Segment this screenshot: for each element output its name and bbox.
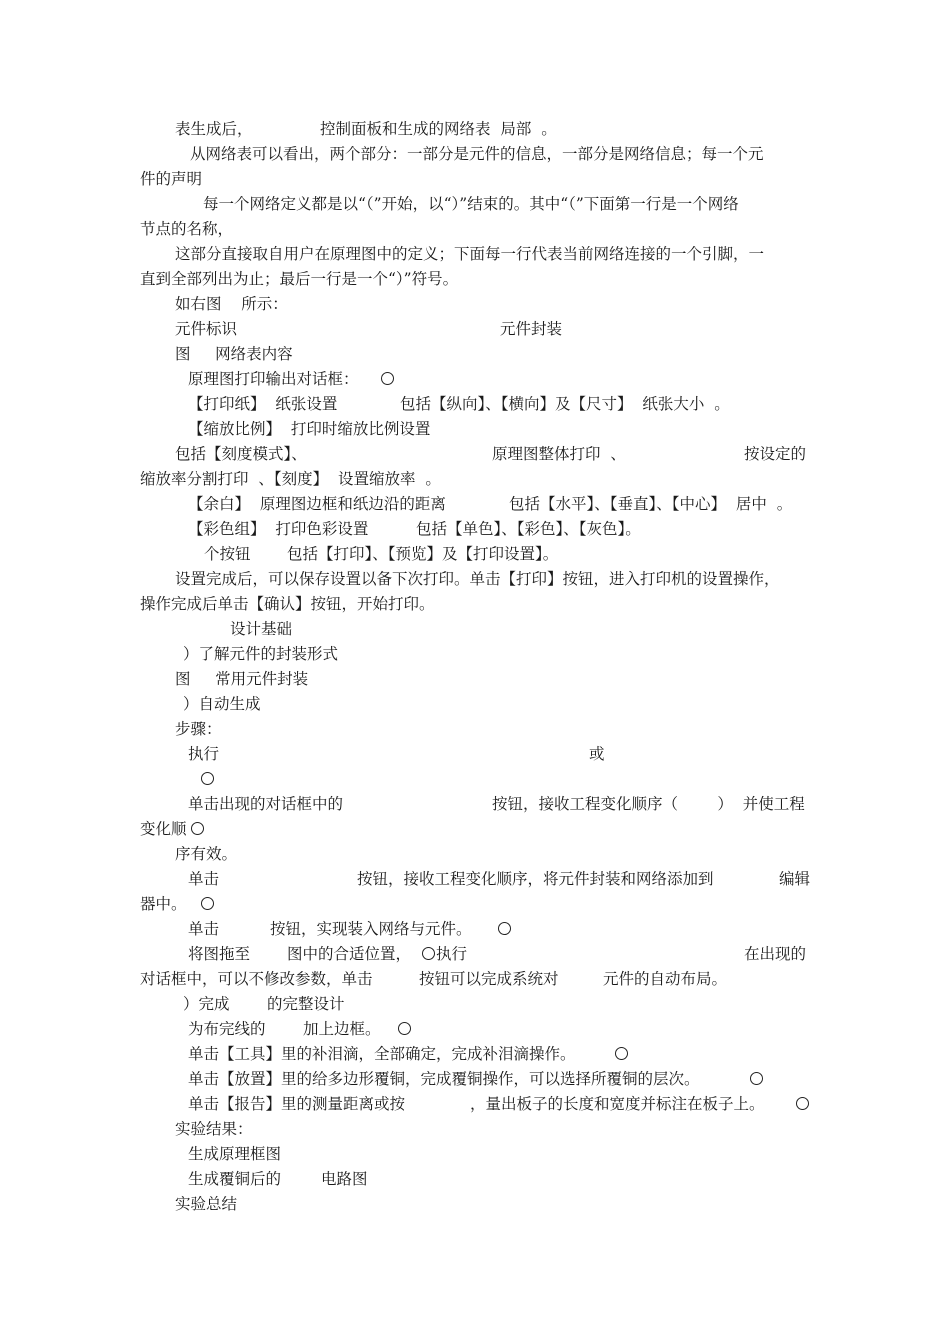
text-line: 缩放率分割打印 、【刻度】 设置缩放率 。 (140, 470, 441, 488)
figure-caption: 图 常用元件封装 (175, 670, 309, 688)
text-line: 【打印纸】 纸张设置 (188, 395, 338, 413)
text-line: 器中。 (140, 895, 187, 913)
text-line: 加上边框。 (303, 1020, 381, 1038)
section-heading: 设计基础 (230, 620, 293, 638)
text-line: 【余白】 原理图边框和纸边沿的距离 (188, 495, 446, 513)
text-line: 对话框中，可以不修改参数，单击 (140, 970, 373, 988)
text-line: ）自动生成 (183, 695, 261, 713)
text-line: ）了解元件的封装形式 (183, 645, 339, 663)
text-line: 单击【放置】里的给多边形覆铜，完成覆铜操作，可以选择所覆铜的层次。 (188, 1070, 700, 1088)
text-line: ，量出板子的长度和宽度并标注在板子上。 (470, 1095, 765, 1113)
text-line: 编辑 (779, 870, 811, 888)
text-line: 单击【工具】里的补泪滴，全部确定，完成补泪滴操作。 (188, 1045, 576, 1063)
text-line: 个按钮 (204, 545, 251, 563)
text-line: 包括【纵向】、【横向】及【尺寸】 纸张大小 。 (400, 395, 730, 413)
text-line: 件的声明 (140, 170, 203, 188)
text-line: 单击出现的对话框中的 (188, 795, 344, 813)
text-line: 包括【刻度模式】、 (175, 445, 307, 463)
text-line: 在出现的 (744, 945, 807, 963)
text-line: 生成原理框图 (188, 1145, 282, 1163)
text-line: 设置完成后，可以保存设置以备下次打印。单击【打印】按钮，进入打印机的设置操作， (175, 570, 780, 588)
text-line: 单击 (188, 870, 220, 888)
text-line: 单击【报告】里的测量距离或按 (188, 1095, 406, 1113)
circle-bullet-icon (750, 1072, 763, 1085)
text-line: 这部分直接取自用户在原理图中的定义；下面每一行代表当前网络连接的一个引脚，一 (175, 245, 765, 263)
text-line: 包括【水平】、【垂直】、【中心】 居中 。 (509, 495, 793, 513)
text-line: 的完整设计 (267, 995, 345, 1013)
text-line: 包括【打印】、【预览】及【打印设置】。 (287, 545, 559, 563)
text-line: 按钮，接收工程变化顺序，将元件封装和网络添加到 (357, 870, 714, 888)
circle-bullet-icon (381, 372, 394, 385)
text-line: 原理图打印输出对话框： (188, 370, 359, 388)
text-line: 序有效。 (175, 845, 238, 863)
text-line: 包括【单色】、【彩色】、【灰色】。 (416, 520, 641, 538)
text-line: 生成覆铜后的 (188, 1170, 282, 1188)
circle-bullet-icon (615, 1047, 628, 1060)
text-line: 单击 (188, 920, 220, 938)
text-line: 执行 (436, 945, 468, 963)
text-line: 原理图整体打印 、 (492, 445, 626, 463)
text-line: 按钮可以完成系统对 (419, 970, 559, 988)
text-line: 每一个网络定义都是以“（”开始，以“）”结束的。其中“（”下面第一行是一个网络 (203, 195, 739, 213)
circle-bullet-icon (498, 922, 511, 935)
text-line: 或 (589, 745, 605, 763)
text-line: 将图拖至 (188, 945, 251, 963)
text-line: 电路图 (321, 1170, 368, 1188)
section-heading: 实验结果： (175, 1120, 253, 1138)
text-line: 如右图 所示： (175, 295, 288, 313)
text-line: 图中的合适位置， (287, 945, 412, 963)
figure-caption: 图 网络表内容 (175, 345, 293, 363)
text-line: 节点的名称， (140, 220, 234, 238)
circle-bullet-icon (422, 947, 435, 960)
text-line: ）完成 (183, 995, 230, 1013)
circle-bullet-icon (191, 822, 204, 835)
text-line: 直到全部列出为止；最后一行是一个“）”符号。 (140, 270, 459, 288)
text-line: 元件的自动布局。 (603, 970, 728, 988)
circle-bullet-icon (201, 897, 214, 910)
text-line: 控制面板和生成的网络表 局部 。 (320, 120, 557, 138)
text-line: 按设定的 (744, 445, 807, 463)
text-line: 执行 (188, 745, 220, 763)
section-heading: 实验总结 (175, 1195, 238, 1213)
text-line: 表生成后， (175, 120, 253, 138)
circle-bullet-icon (796, 1097, 809, 1110)
text-line: 步骤： (175, 720, 222, 738)
text-line: 操作完成后单击【确认】按钮，开始打印。 (140, 595, 435, 613)
text-line: 按钮，实现装入网络与元件。 (270, 920, 472, 938)
text-line: 【缩放比例】 打印时缩放比例设置 (188, 420, 431, 438)
text-line: 变化顺 (140, 820, 187, 838)
text-line: 元件封装 (500, 320, 563, 338)
text-line: 【彩色组】 打印色彩设置 (188, 520, 369, 538)
text-line: 按钮，接收工程变化顺序（ ） 并使工程 (492, 795, 805, 813)
text-line: 从网络表可以看出，两个部分：一部分是元件的信息，一部分是网络信息；每一个元 (190, 145, 764, 163)
text-line: 为布完线的 (188, 1020, 266, 1038)
circle-bullet-icon (201, 772, 214, 785)
text-line: 元件标识 (175, 320, 238, 338)
circle-bullet-icon (398, 1022, 411, 1035)
